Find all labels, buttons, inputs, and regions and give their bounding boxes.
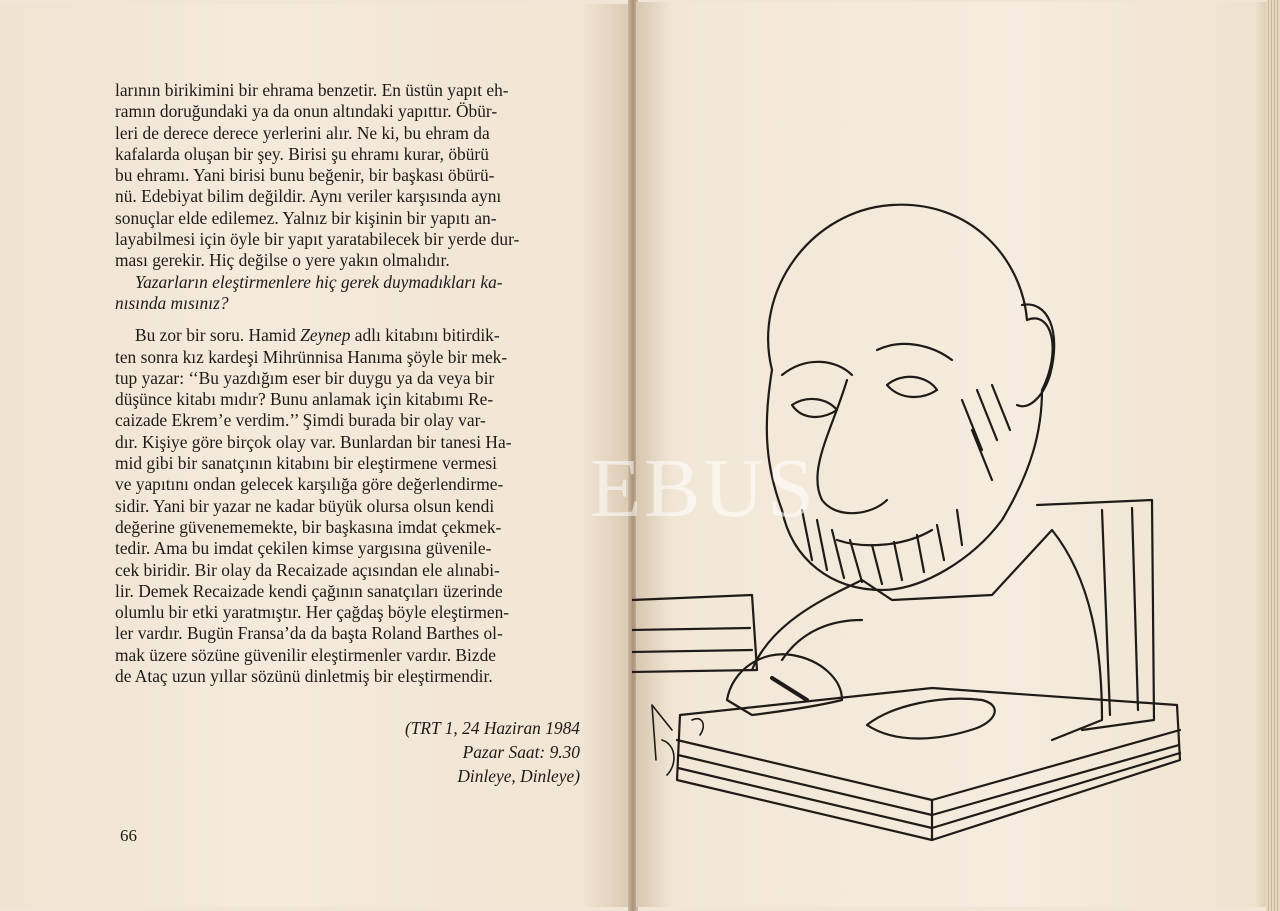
text-span: adlı kitabını bitirdik- [350,325,500,346]
text-line: mid gibi bir sanatçının kitabını bir eleştirmene vermesi [115,453,498,474]
text-line: düşünce kitabı mıdır? Bunu anlamak için kitabımı Re- [115,389,494,410]
text-line: sonuçlar elde edilemez. Yalnız bir kişinin bir yapıtı an- [115,207,497,228]
text-line: layabilmesi için öyle bir yapıt yaratabilecek bir yerde dur- [115,229,520,250]
text-line: tup yazar: ‘‘Bu yazdığım eser bir duygu ya da veya bir [115,367,495,388]
text-line: cek biridir. Bir olay da Recaizade açısından ele alınabi- [115,559,500,580]
text-line: lir. Demek Recaizade kendi çağının sanatçıları üzerinde [115,580,503,601]
caricature-illustration [632,200,1192,890]
text-line: bu ehramı. Yani birisi bunu beğenir, bir başkası öbürü- [115,165,495,186]
text-line: larının birikimini bir ehrama benzetir. En üstün yapıt eh- [115,80,509,100]
page-edges [1266,0,1280,911]
text-line: ve yapıtını ondan gelecek karşılığa göre değerlendirme- [115,474,504,495]
text-line: caizade Ekrem’e verdim.’’ Şimdi burada bir olay var- [115,410,486,431]
text-line: kafalarda oluşan bir şey. Birisi şu ehramı kurar, öbürü [115,143,489,164]
text-line: ten sonra kız kardeşi Mihrünnisa Hanıma şöyle bir mek- [115,346,508,367]
body-text [115,80,581,687]
book-title: Zeynep [300,325,351,346]
interview-question: Yazarların eleştirmenlere hiç gerek duymadıkları ka- [135,271,503,292]
text-line: değerine güvenememekte, bir başkasına imdat çekmek- [115,516,502,537]
source-line: Dinleye, Dinleye) [457,766,580,786]
text-line: olumlu bir etki yaratmıştır. Her çağdaş böyle eleştirmen- [115,602,510,623]
text-span: Bu zor bir soru. Hamid [135,325,301,346]
source-line: Pazar Saat: 9.30 [462,742,580,762]
text-line: ler vardır. Bugün Fransa’da da başta Roland Barthes ol- [115,623,503,644]
answer-first-line [115,325,581,346]
text-line: nü. Edebiyat bilim değildir. Aynı veriler karşısında aynı [115,186,502,207]
text-line: ramın doruğundaki ya da onun altındaki yapıttır. Öbür- [115,101,498,122]
text-line: sidir. Yani bir yazar ne kadar büyük olursa olsun kendi [115,495,495,516]
interview-question: nısında mısınız? [115,292,229,313]
text-line: tedir. Ama bu imdat çekilen kimse yargısına güvenile- [115,538,492,559]
source-citation [405,716,580,788]
page-number: 66 [120,826,137,845]
text-line: dır. Kişiye göre birçok olay var. Bunlardan bir tanesi Ha- [115,431,512,452]
text-line: mak üzere sözüne güvenilir eleştirmenler vardır. Bizde [115,644,496,665]
source-line: (TRT 1, 24 Haziran 1984 [404,718,580,738]
text-line: ması gerekir. Hiç değilse o yere yakın olmalıdır. [115,250,450,271]
text-line: leri de derece derece yerlerini alır. Ne ki, bu ehram da [115,122,490,143]
text-line: de Ataç uzun yıllar sözünü dinletmiş bir eleştirmendir. [115,666,493,687]
watermark-text: EBUS [590,442,817,535]
